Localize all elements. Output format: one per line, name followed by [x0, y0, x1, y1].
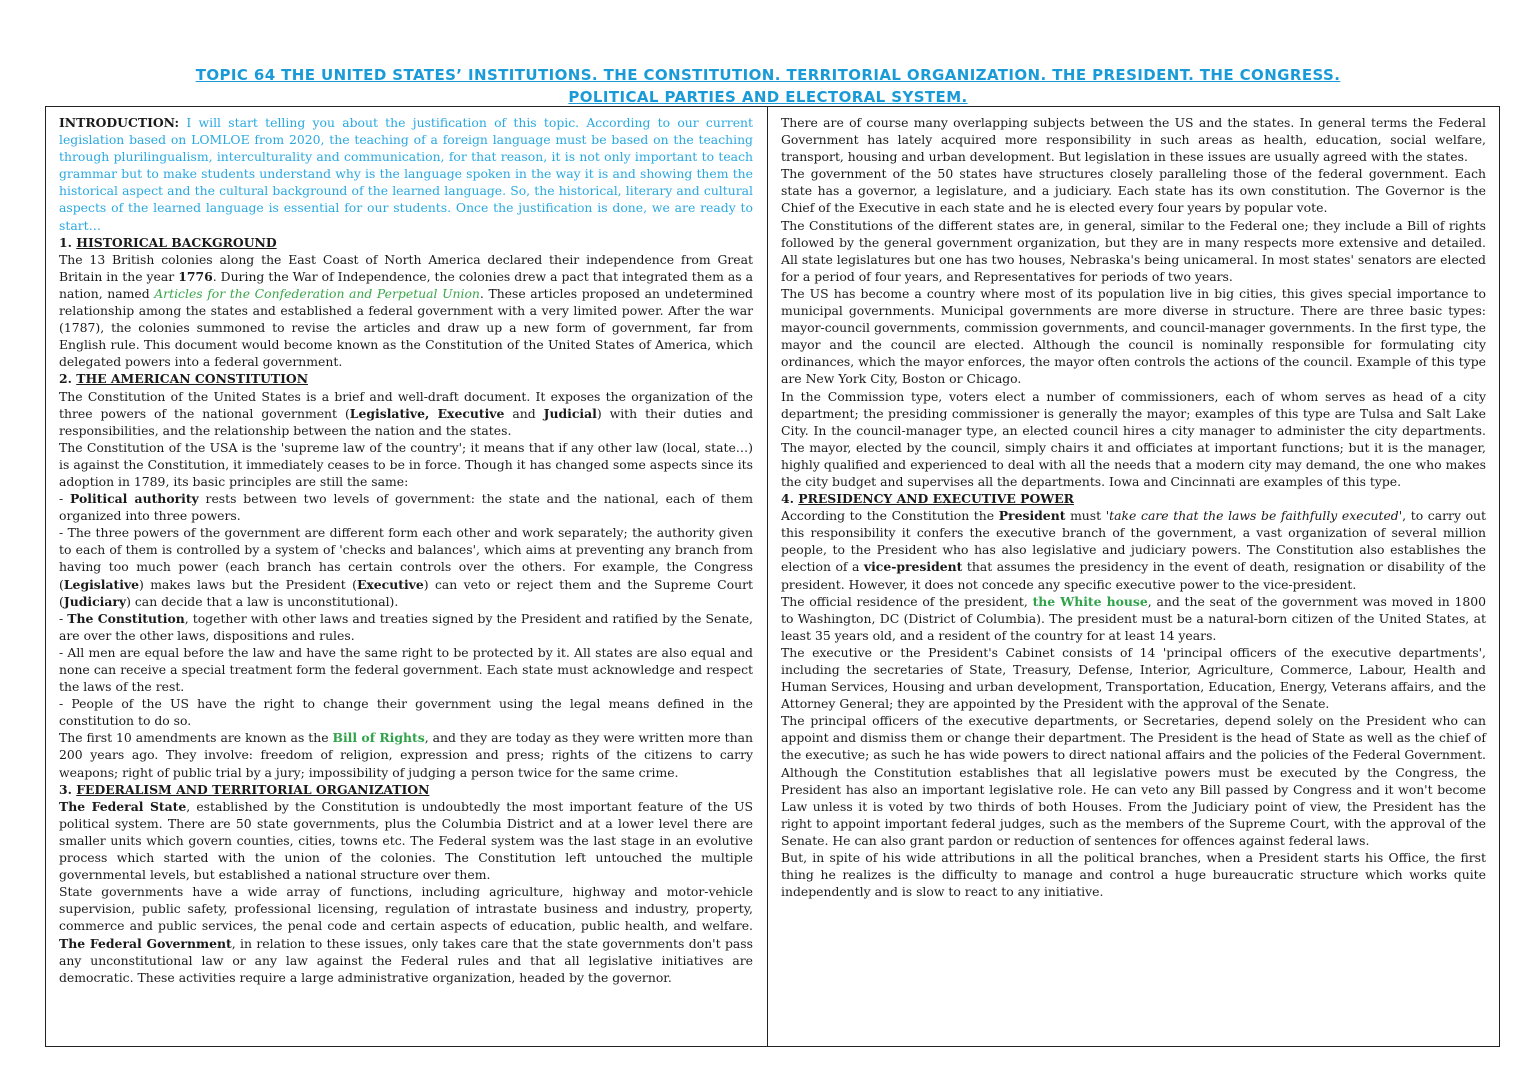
state-governments-paragraph: State governments have a wide array of functions, including agriculture, highway and motor-vehicle supervision, public safety, professional licensing, regulation of intrastate business and industry, property, commerce and public services, the penal code and certain aspects of education, public health, and welfare. The Federal Government, in relation to these issues, only takes care that the state governments don't pass any unconstitutional law or any law against the Federal rules and that all legislative initiatives are democratic. These activities require a large administrative organization, headed by the governor. [59, 884, 753, 985]
left-column [46, 107, 768, 1046]
residence-paragraph: The official residence of the president, the White house, and the seat of the government was moved in 1800 to Washington, DC (District of Columbia). The president must be a natural-born citizen of the United States, at least 35 years old, and a resident of the country for at least 14 years. [781, 593, 1486, 643]
section-1-heading: 1. HISTORICAL BACKGROUND [59, 234, 277, 250]
title-line-2: POLITICAL PARTIES AND ELECTORAL SYSTEM. [568, 88, 968, 106]
bill-of-rights-term: Bill of Rights [332, 730, 425, 746]
state-structure-paragraph: The government of the 50 states have structures closely paralleling those of the federal government. Each state has a governor, a legislature, and a judiciary. Each state has its own constitution. The Governor is the Chief of the Executive in each state and he is elected every four years by popular vote. [781, 166, 1486, 216]
municipal-governments-paragraph: The US has become a country where most of its population live in big cities, this gives special importance to municipal governments. Municipal governments are more diverse in structure. There are three basic types: mayor-council governments, commission governments, and council-manager governments. In the first type, the mayor and the council are elected. Although the council is nominally responsible for formulating city ordinances, which the mayor enforces, the mayor often controls the actions of the council. Example of this type are New York City, Boston or Chicago. [781, 285, 1486, 387]
articles-confederation-link: Articles for the Confederation and Perpetual Union [154, 285, 480, 301]
constitution-paragraph-1: The Constitution of the United States is a brief and well-draft document. It exposes the organization of the three powers of the national government (Legislative, Executive and Judicial) with their duties and responsibilities, and the relationship between the nation and the states. [59, 388, 753, 438]
historical-background-paragraph: The 13 British colonies along the East Coast of North America declared their independence from Great Britain in the year 1776. During the War of Independence, the colonies drew a pact that integrated them as a nation, named Articles for the Confederation and Perpetual Union. These articles proposed an undetermined relationship among the states and established a federal government with a very limited power. After the war (1787), the colonies summoned to revise the articles and draw up a new form of government, far from English rule. This document would become known as the Constitution of the United States of America, which delegated powers into a federal government. [59, 251, 753, 370]
title-line-1: TOPIC 64 THE UNITED STATES’ INSTITUTIONS. THE CONSTITUTION. TERRITORIAL ORGANIZATION. THE PRESIDENT. THE CONGRESS. [195, 66, 1341, 84]
section-3-heading: 3. FEDERALISM AND TERRITORIAL ORGANIZATION [59, 781, 430, 797]
presidency-paragraph: According to the Constitution the President must 'take care that the laws be faithfully executed', to carry out this responsibility it confers the executive branch of the government, a vast organization of several million people, to the President who has also legislative and judiciary powers. The Constitution also establishes the election of a vice-president that assumes the presidency in the event of death, resignation or disability of the president. However, it does not concede any specific executive power to the vice-president. [781, 508, 1487, 592]
checks-balances-item: - The three powers of the government are different form each other and work separately; the authority given to each of them is controlled by a system of 'checks and balances', which aims at preventing any branch from having too much power (each branch has certain controls over the others. For example, the Congress (Legislative) makes laws but the President (Executive) can veto or reject them and the Supreme Court (Judiciary) can decide that a law is unconstitutional). [59, 525, 753, 609]
introduction-paragraph [59, 114, 753, 234]
amendments-paragraph: The first 10 amendments are known as the Bill of Rights, and they are today as they were written more than 200 years ago. They involve: freedom of religion, expression and press; rights of the citizens to carry weapons; right of public trial by a jury; impossibility of judging a person twice for the same crime. [59, 730, 753, 780]
overlapping-subjects-paragraph: There are of course many overlapping subjects between the US and the states. In general terms the Federal Government has lately acquired more responsibility in such areas as health, education, social welfare, transport, housing and urban development. But legislation in these issues are usually agreed with the states. [781, 115, 1486, 165]
political-authority-item: - Political authority rests between two levels of government: the state and the national, each of them organized into three powers. [59, 491, 753, 524]
right-column [768, 107, 1499, 1046]
commission-type-paragraph: In the Commission type, voters elect a number of commissioners, each of whom serves as head of a city department; the presiding commissioner is generally the mayor; examples of this type are Tulsa and Salt Lake City. In the council-manager type, an elected council hires a city manager to administer the city departments. The mayor, elected by the council, simply chairs it and officiates at important functions; but it is the manager, highly qualified and experienced to deal with all the needs that a modern city may demand, the one who makes the city budget and supervises all the departments. Iowa and Cincinnati are examples of this type. [781, 388, 1486, 489]
people-rights-item: - People of the US have the right to change their government using the legal means defined in the constitution to do so. [59, 696, 753, 729]
white-house-term: the White house [1032, 593, 1148, 609]
principal-officers-paragraph: The principal officers of the executive departments, or Secretaries, depend solely on the President who can appoint and dismiss them or change their department. The President is the head of State as well as the chief of the executive; as such he has wide powers to direct national affairs and the policies of the Federal Government. Although the Constitution establishes that all legislative powers must be executed by the Congress, the President has also an important legislative role. He can veto any Bill passed by Congress and it won't become Law unless it is voted by two thirds of both Houses. From the Judiciary point of view, the President has the right to appoint important federal judges, such as the members of the Supreme Court, with the approval of the Senate. He can also grant pardon or reduction of sentences for offences against federal laws. [781, 713, 1486, 848]
introduction-text: I will start telling you about the justification of this topic. According to our current legislation based on LOMLOE from 2020, the teaching of a foreign language must be based on the teaching through plurilingualism, interculturality and communication, for that reason, it is not only important to teach grammar but to make students understand why is the language spoken in the way it is and showing them the historical aspect and the cultural background of the learned language. So, the historical, literary and cultural aspects of the learned language is essential for our students. Once the justification is done, we are ready to start… [59, 115, 753, 233]
constitution-supremacy-item: - The Constitution, together with other laws and treaties signed by the President and ratified by the Senate, are over the other laws, dispositions and rules. [59, 610, 753, 643]
state-constitutions-paragraph: The Constitutions of the different states are, in general, similar to the Federal one; they include a Bill of rights followed by the general government organization, but they are in many respects more extensive and detailed. All state legislatures but one has two houses, Nebraska's being unicameral. In most states' senators are elected for a period of four years, and Representatives for periods of two years. [781, 217, 1486, 284]
section-4-heading: 4. PRESIDENCY AND EXECUTIVE POWER [781, 491, 1074, 507]
bureaucracy-paragraph: But, in spite of his wide attributions in all the political branches, when a President starts his Office, the first thing he realizes is the difficulty to manage and control a huge bureaucratic structure which works quite independently and is slow to react to any initiative. [781, 850, 1486, 900]
constitution-paragraph-2: The Constitution of the USA is the 'supreme law of the country'; it means that if any other law (local, state…) is against the Constitution, it immediately ceases to be in force. Though it has changed some aspects since its adoption in 1789, its basic principles are still the same: [59, 439, 753, 489]
equality-item: - All men are equal before the law and have the same right to be protected by it. All states are also equal and none can receive a special treatment form the federal government. Each state must acknowledge and respect the laws of the rest. [59, 644, 753, 695]
cabinet-paragraph: The executive or the President's Cabinet consists of 14 'principal officers of the executive departments', including the secretaries of State, Treasury, Defense, Interior, Agriculture, Commerce, Labour, Health and Human Services, Housing and urban development, Transportation, Education, Energy, Veterans affairs, and the Attorney General; they are appointed by the President with the approval of the Senate. [781, 644, 1486, 712]
federal-state-paragraph: The Federal State, established by the Constitution is undoubtedly the most important feature of the US political system. There are 50 state governments, plus the Columbia District and at a lower level there are smaller units which govern counties, cities, towns etc. The Federal system was the last stage in an evolutive process which started with the union of the colonies. The Constitution left untouched the multiple governmental levels, but established a national structure over them. [59, 798, 754, 883]
content-frame [45, 106, 1500, 1047]
section-2-heading: 2. THE AMERICAN CONSTITUTION [59, 371, 309, 387]
page-title [40, 64, 1496, 108]
introduction-label: INTRODUCTION: [59, 115, 180, 130]
